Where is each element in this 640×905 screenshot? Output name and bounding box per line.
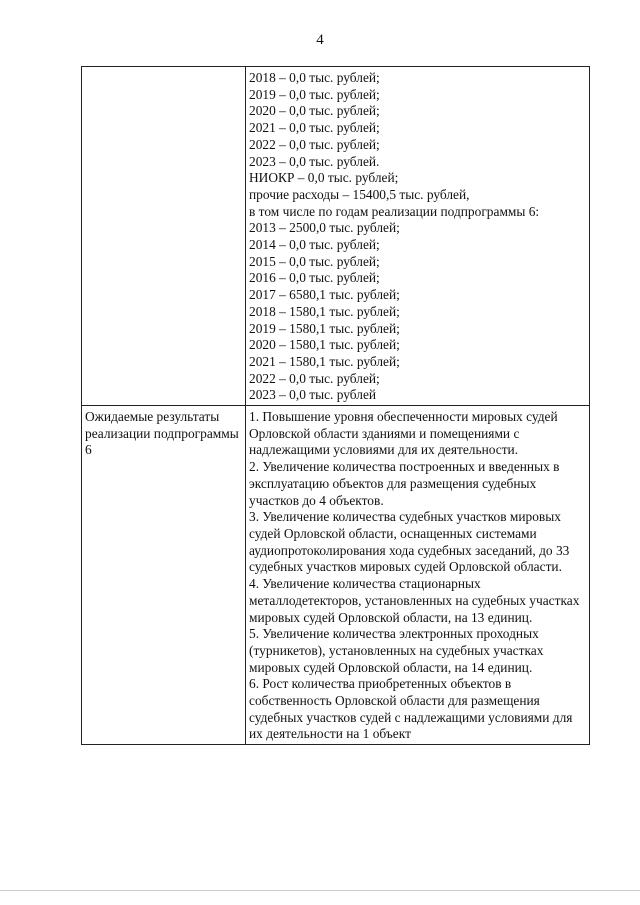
funding-line: 2014 – 0,0 тыс. рублей; xyxy=(249,237,380,253)
results-label: Ожидаемые результаты реализации подпрограммы 6 xyxy=(85,409,239,458)
funding-line: 2020 – 1580,1 тыс. рублей; xyxy=(249,337,400,353)
funding-line: 2018 – 1580,1 тыс. рублей; xyxy=(249,303,400,319)
result-item: 6. Рост количества приобретенных объектов в собственность Орловской области для размещения судебных участков судей с надлежащими условиями для их деятельности на 1 объект xyxy=(249,676,573,742)
funding-line: 2015 – 0,0 тыс. рублей; xyxy=(249,253,380,269)
result-item: 5. Увеличение количества электронных проходных (турникетов), установленных на судебных участках мировых судей Орловской области, на 14 единиц. xyxy=(249,626,544,675)
funding-cell xyxy=(246,67,590,406)
funding-line: 2019 – 1580,1 тыс. рублей; xyxy=(249,320,400,336)
funding-line: 2018 – 0,0 тыс. рублей; xyxy=(249,70,380,85)
funding-line: 2013 – 2500,0 тыс. рублей; xyxy=(249,220,400,236)
table-row xyxy=(82,67,590,406)
funding-line: 2022 – 0,0 тыс. рублей; xyxy=(249,136,380,152)
funding-line: в том числе по годам реализации подпрограммы 6: xyxy=(249,203,540,219)
result-item: 2. Увеличение количества построенных и введенных в эксплуатацию объектов для размещения судебных участков до 4 объектов. xyxy=(249,459,560,508)
row-label-cell xyxy=(82,406,246,745)
funding-line: НИОКР – 0,0 тыс. рублей; xyxy=(249,170,399,186)
funding-line: 2022 – 0,0 тыс. рублей; xyxy=(249,370,380,386)
funding-line: 2019 – 0,0 тыс. рублей; xyxy=(249,86,380,102)
row-label-cell xyxy=(82,67,246,406)
page-number: 4 xyxy=(316,32,324,48)
funding-line: 2021 – 0,0 тыс. рублей; xyxy=(249,120,380,136)
funding-line: 2021 – 1580,1 тыс. рублей; xyxy=(249,353,400,369)
funding-line: 2020 – 0,0 тыс. рублей; xyxy=(249,103,380,119)
results-cell xyxy=(246,406,590,745)
funding-line: 2017 – 6580,1 тыс. рублей; xyxy=(249,287,400,303)
result-item: 3. Увеличение количества судебных участков мировых судей Орловской области, оснащенных системами аудиопротоколирования хода судебных заседаний, до 33 судебных участков мировых судей Орловской области. xyxy=(249,509,570,575)
funding-line: 2016 – 0,0 тыс. рублей; xyxy=(249,270,380,286)
result-item: 1. Повышение уровня обеспеченности мировых судей Орловской области зданиями и помещениями с надлежащими условиями для их деятельности. xyxy=(249,409,558,458)
page-bottom-rule xyxy=(0,890,640,891)
funding-line: прочие расходы – 15400,5 тыс. рублей, xyxy=(249,186,470,202)
funding-line: 2023 – 0,0 тыс. рублей xyxy=(249,387,377,403)
funding-line: 2023 – 0,0 тыс. рублей. xyxy=(249,153,380,169)
result-item: 4. Увеличение количества стационарных металлодетекторов, установленных на судебных участках мировых судей Орловской области, на 13 единиц. xyxy=(249,576,580,625)
table-row xyxy=(82,406,590,745)
program-table xyxy=(81,66,590,745)
